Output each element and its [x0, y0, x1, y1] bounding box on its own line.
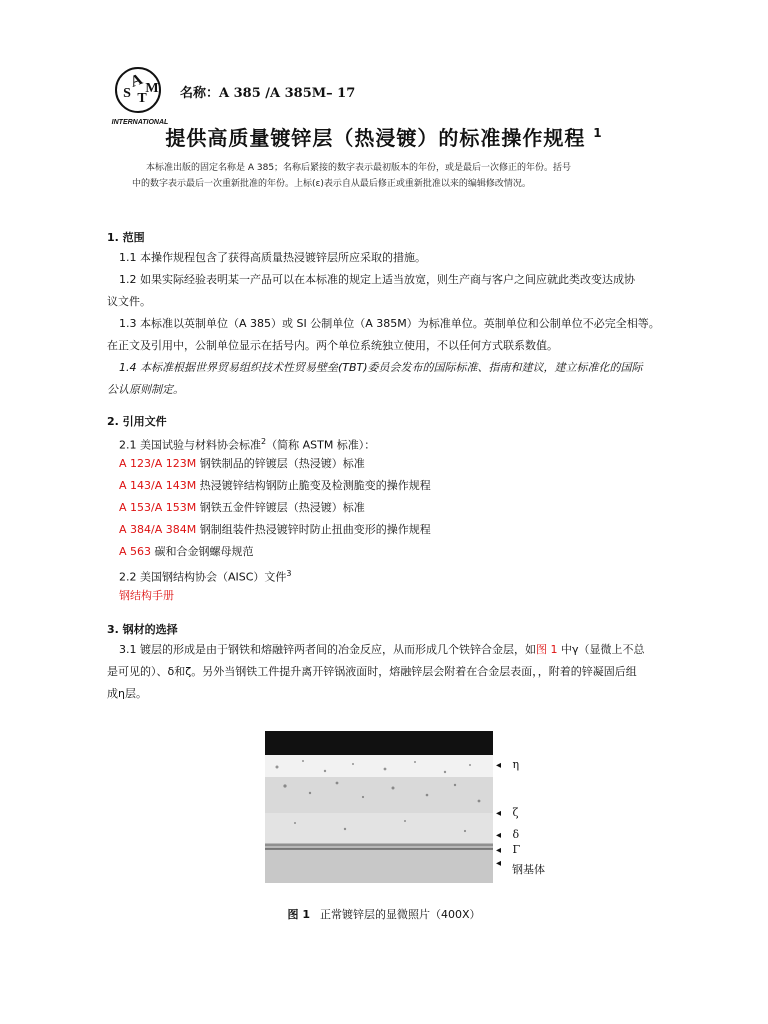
ref-title: 热浸镀锌结构钢防止脆变及检测脆变的操作规程	[199, 479, 431, 492]
ref-title: 钢铁制品的锌镀层（热浸镀）标准	[199, 457, 365, 470]
figure-caption-text: 正常镀锌层的显微照片（400X）	[319, 908, 481, 921]
arrow-left-icon: ◂	[496, 858, 502, 869]
ref-item	[119, 453, 365, 475]
svg-text:S: S	[123, 86, 131, 101]
section-1-heading: 1. 范围	[107, 231, 145, 244]
note-line-1: 本标准出版的固定名称是 A 385；名称后紧接的数字表示最初版本的年份，或是最后一次修正的年份。括号	[146, 163, 572, 173]
arrow-left-icon: ◂	[496, 830, 502, 841]
ref-item	[119, 519, 431, 541]
page-title	[0, 122, 768, 151]
para-3-1a	[107, 639, 667, 661]
para-2-1-post: （简称 ASTM 标准）：	[266, 438, 376, 452]
para-2-1-pre: 2.1 美国试验与材料协会标准	[119, 438, 261, 452]
para-2-2-pre: 2.2 美国钢结构协会（AISC）文件	[119, 570, 287, 584]
para-1-2b: 议文件。	[107, 295, 151, 308]
ref-item	[119, 475, 431, 497]
ref-code-link[interactable]: A 563	[119, 545, 152, 558]
ref-code-link[interactable]: A 153/A 153M	[119, 501, 197, 514]
micrograph-image	[265, 731, 493, 883]
ref-item	[119, 541, 254, 563]
para-1-4a: 1.4 本标准根据世界贸易组织技术性贸易壁垒(TBT)委员会发布的国际标准、指南和建议，建立标准化的国际	[119, 361, 643, 374]
para-1-3a: 1.3 本标准以英制单位（A 385）或 SI 公制单位（A 385M）为标准单位。英制单位和公制单位不必完全相等。	[119, 317, 660, 330]
astm-logo-icon	[108, 64, 172, 128]
title-text: 提供高质量镀锌层（热浸镀）的标准操作规程	[165, 126, 586, 150]
footnote-3[interactable]: 3	[286, 569, 292, 578]
figure-1-link[interactable]: 图 1	[536, 643, 558, 656]
designation-note	[132, 160, 626, 192]
para-3-1b: 是可见的）、δ和ζ。另外当钢铁工件提升离开锌锅液面时，熔融锌层会附着在合金层表面，，附着的锌凝固后组	[107, 665, 637, 678]
micrograph-drawing	[265, 731, 493, 883]
para-1-3b: 在正文及引用中，公制单位显示在括号内。两个单位系统独立使用，不以任何方式联系数值。	[107, 339, 558, 352]
gamma-label-text: Γ	[512, 843, 521, 856]
ref-item	[119, 497, 365, 519]
ref-code-link[interactable]: A 143/A 143M	[119, 479, 197, 492]
zeta-label-text: ζ	[512, 806, 519, 819]
astm-logo	[108, 64, 172, 128]
svg-text:M: M	[145, 81, 159, 96]
standard-designation: 名称：A 385 /A 385M– 17	[180, 86, 356, 101]
label-gamma	[496, 843, 520, 856]
note-line-2: 中的数字表示最后一次重新批准的年份。上标(ε)表示自从最后修正或重新批准以来的编辑修改情况。	[132, 179, 531, 189]
svg-text:A: A	[128, 70, 145, 91]
steel-manual-link[interactable]: 钢结构手册	[119, 589, 174, 602]
svg-text:T: T	[137, 91, 147, 106]
delta-label-text: δ	[512, 828, 520, 841]
para-1-1: 1.1 本操作规程包含了获得高质量热浸镀锌层所应采取的措施。	[119, 251, 426, 264]
eta-label-text: η	[512, 758, 520, 771]
steel-base-label-text: 钢基体	[512, 863, 545, 876]
section-3-heading: 3. 钢材的选择	[107, 623, 178, 636]
para-3-1c: 成η层。	[107, 687, 147, 700]
arrow-left-icon: ◂	[496, 808, 502, 819]
arrow-left-icon: ◂	[496, 760, 502, 771]
label-steel-base	[496, 856, 501, 869]
para-1-2a: 1.2 如果实际经验表明某一产品可以在本标准的规定上适当放宽，则生产商与客户之间应就此类改变达成协	[119, 273, 635, 286]
ref-title: 钢制组装件热浸镀锌时防止扭曲变形的操作规程	[199, 523, 431, 536]
ref-title: 钢铁五金件锌镀层（热浸镀）标准	[199, 501, 365, 514]
arrow-left-icon: ◂	[496, 845, 502, 856]
para-3-1a-post: 中γ（显微上不总	[557, 643, 645, 656]
title-footnote[interactable]: 1	[593, 126, 603, 140]
ref-title: 碳和合金钢螺母规范	[154, 545, 254, 558]
para-3-1a-pre: 3.1 镀层的形成是由于钢铁和熔融锌两者间的冶金反应，从而形成几个铁锌合金层，如	[119, 643, 536, 656]
footnote-2[interactable]: 2	[261, 437, 267, 446]
section-2-heading: 2. 引用文件	[107, 415, 167, 428]
figure-caption	[0, 906, 768, 922]
label-delta	[496, 828, 519, 841]
para-1-4b: 公认原则制定。	[107, 383, 184, 396]
label-zeta	[496, 806, 519, 819]
figure-number: 图 1	[287, 908, 310, 921]
ref-code-link[interactable]: A 123/A 123M	[119, 457, 197, 470]
ref-code-link[interactable]: A 384/A 384M	[119, 523, 197, 536]
svg-text:INTERNATIONAL: INTERNATIONAL	[111, 119, 169, 126]
label-eta	[496, 758, 519, 771]
